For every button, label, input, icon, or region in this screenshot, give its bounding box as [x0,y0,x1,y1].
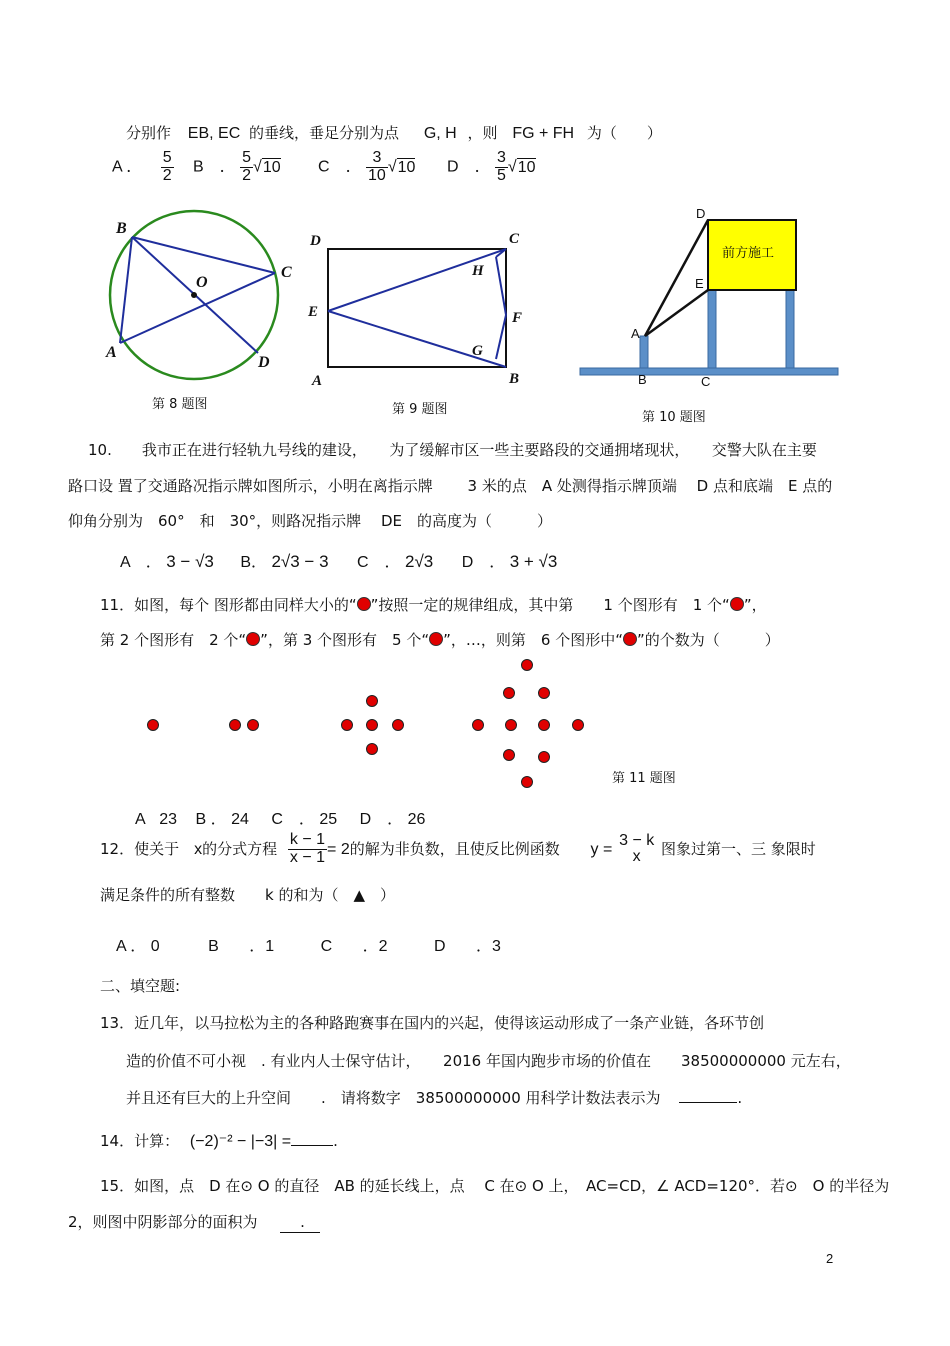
fraction: $\frac{3}{5}$ [497,149,506,184]
q13-line-1: 13．近几年，以马拉松为主的各种路跑赛事在国内的兴起，使得该运动形成了一条产业链，各环节创 [100,1014,765,1032]
section-heading: 二、填空题: [100,977,181,995]
option-letter: B [195,811,207,828]
option-letter: A [112,158,122,176]
dot [505,719,517,731]
option-value: 25 [319,811,338,828]
label-c: C [701,374,711,389]
red-dot-icon [623,632,637,646]
q12-line-2: 满足条件的所有整数 k 的和为（ ▲ ） [100,886,396,904]
option-value: 24 [231,811,249,828]
figure-8-lines [120,237,275,353]
dot [341,719,353,731]
option-value: 0 [150,938,160,955]
option-letter: D [359,811,372,828]
figure-9 [300,225,535,395]
equation-fraction: $\frac{k - 1}{x - 1}$ [289,831,326,866]
q9-expression: FG + FH [512,125,575,142]
dot [366,719,378,731]
option-letter: D [461,554,474,571]
figure-11-caption: 第 11 题图 [612,771,676,786]
dot [366,695,378,707]
option-letter: D [447,158,459,176]
label-b: B [638,372,647,387]
post-ab [640,336,648,368]
q11-line-2: 第 2 个图形有 2 个“ ”，第 3 个图形有 5 个“ ”，…，则第 6 个图形中“ ”的个数为（ ） [100,631,780,649]
label-c: C [509,231,520,247]
q15-line-1: 15．如图，点 D 在⊙ O 的直径 AB 的延长线上，点 C 在⊙ O 上， AC=CD，∠ ACD=120°．若⊙ O 的半径为 [100,1177,890,1195]
q9-text: 分别作 [126,124,172,142]
label-e: E [308,304,319,320]
q10-line-2: 路口设 置了交通路况指示牌如图所示，小明在离指示牌 3 米的点 A 处测得指示牌顶端 D 点和底端 E 点的 [68,477,833,495]
q9-option-d: D ． $\frac{3}{5}$ √10 [447,149,536,184]
label-b: B [116,220,127,237]
q9-text: ，则 [467,124,498,142]
triangle-icon: ▲ [353,886,366,904]
option-value: 3 [491,938,501,955]
sight-line-e [645,290,708,336]
fraction: $\frac{5}{2}$ [162,149,172,184]
dot [147,719,159,731]
figure-10-caption: 第 10 题图 [642,410,706,425]
label-d: D [258,354,270,371]
dot [538,751,550,763]
option-letter: C [356,554,369,571]
dot [366,743,378,755]
q14-expression: (−2)⁻² − |−3| = [189,1133,292,1150]
figure-8 [100,205,300,390]
label-a: A [312,373,323,389]
dot [392,719,404,731]
option-letter: A [120,554,130,571]
function-fraction: 3 − k x [619,831,655,866]
answer-blank[interactable] [291,1145,333,1146]
label-b: B [509,371,520,387]
dot [572,719,584,731]
option-value: 2√3 [405,552,434,571]
q14-line: 14．计算： (−2)⁻² − |−3| = . [100,1132,338,1150]
option-letter: B [240,554,251,571]
option-letter: A [135,811,145,828]
q12-options: A ． 0 B ．1 C ．2 D ．3 [116,938,501,955]
page-number: 2 [826,1251,834,1266]
option-letter: C [320,938,333,955]
label-d: D [696,206,706,221]
q9-option-a: A ． $\frac{5}{2}$ [112,149,172,184]
figure-9-caption: 第 9 题图 [392,402,448,417]
q9-segments: EB, EC [187,125,241,142]
label-o: O [196,274,208,291]
red-dot-icon [357,597,371,611]
answer-blank[interactable]: . [280,1213,320,1231]
option-letter: B [193,158,204,176]
option-letter: A [116,938,126,955]
dot [538,687,550,699]
dot [521,776,533,788]
option-value: 2 [378,938,388,955]
q9-tail-line [126,122,662,143]
q11-options: A 23 B ． 24 C ． 25 D ． 26 [135,811,426,828]
q10-line-1: 10. 我市正在进行轻轨九号线的建设， 为了缓解市区一些主要路段的交通拥堵现状， 交警大队在主要 [88,441,817,459]
option-value: 23 [159,811,178,828]
red-dot-icon [429,632,443,646]
q9-option-b: B ． $\frac{5}{2}$ √10 [193,149,281,184]
option-letter: B [208,938,219,955]
q15-line-2: 2，则图中阴影部分的面积为 . [68,1213,320,1231]
figure-10 [575,200,845,395]
post-right [786,290,794,368]
dot [247,719,259,731]
option-letter: C [271,811,283,828]
label-g: G [472,343,483,359]
option-value: 26 [407,811,426,828]
dot [503,749,515,761]
q9-points: G, H [423,125,457,142]
label-d: D [310,233,321,249]
option-value: 2√3 − 3 [271,552,329,571]
q9-text: 为（ ） [586,124,662,142]
q13-line-3: 并且还有巨大的上升空间 . 请将数字 38500000000 用科学计数法表示为 . [126,1089,743,1107]
option-value: 1 [265,938,275,955]
label-a: A [631,326,640,341]
fraction: $\frac{5}{2}$ [242,149,252,184]
q13-line-2: 造的价值不可小视 . 有业内人士保守估计， 2016 年国内跑步市场的价值在 38500000000 元左右， [126,1052,851,1070]
q12-line-1: 12．使关于 x的分式方程 $\frac{k - 1}{x - 1}$ = 2的解为非负数，且使反比例函数 y = 3 − k x 图象过第一、三 象限时 [100,831,816,866]
q9-text: 的垂线，垂足分别为点 [249,124,400,142]
fraction: $\frac{3}{10}$ [368,149,386,184]
dot [521,659,533,671]
post-left [708,290,716,368]
dot [472,719,484,731]
option-letter: C [318,158,330,176]
label-h: H [472,263,484,279]
dot [503,687,515,699]
q11-line-1: 11．如图，每个 图形都由同样大小的“ ”按照一定的规律组成，其中第 1 个图形有 1 个“ ”， [100,596,767,614]
dot [538,719,550,731]
q10-options: A ． 3 − √3 B． 2√3 − 3 C ． 2√3 D ． 3 + √3 [120,552,558,571]
label-c: C [281,264,292,281]
dot [229,719,241,731]
red-dot-icon [246,632,260,646]
q9-option-c: C ． $\frac{3}{10}$ √10 [318,149,416,184]
center-point [191,292,197,298]
label-a: A [106,344,117,361]
label-f: F [512,310,523,326]
figure-8-caption: 第 8 题图 [152,397,208,412]
sign-text: 前方施工 [722,246,775,261]
red-dot-icon [730,597,744,611]
option-letter: D [433,938,446,955]
label-e: E [695,276,704,291]
option-value: 3 + √3 [509,552,558,571]
option-value: 3 − √3 [166,552,214,571]
q10-line-3: 仰角分别为 60° 和 30°，则路况指示牌 DE 的高度为（ ） [68,512,552,530]
answer-blank[interactable] [679,1102,737,1103]
